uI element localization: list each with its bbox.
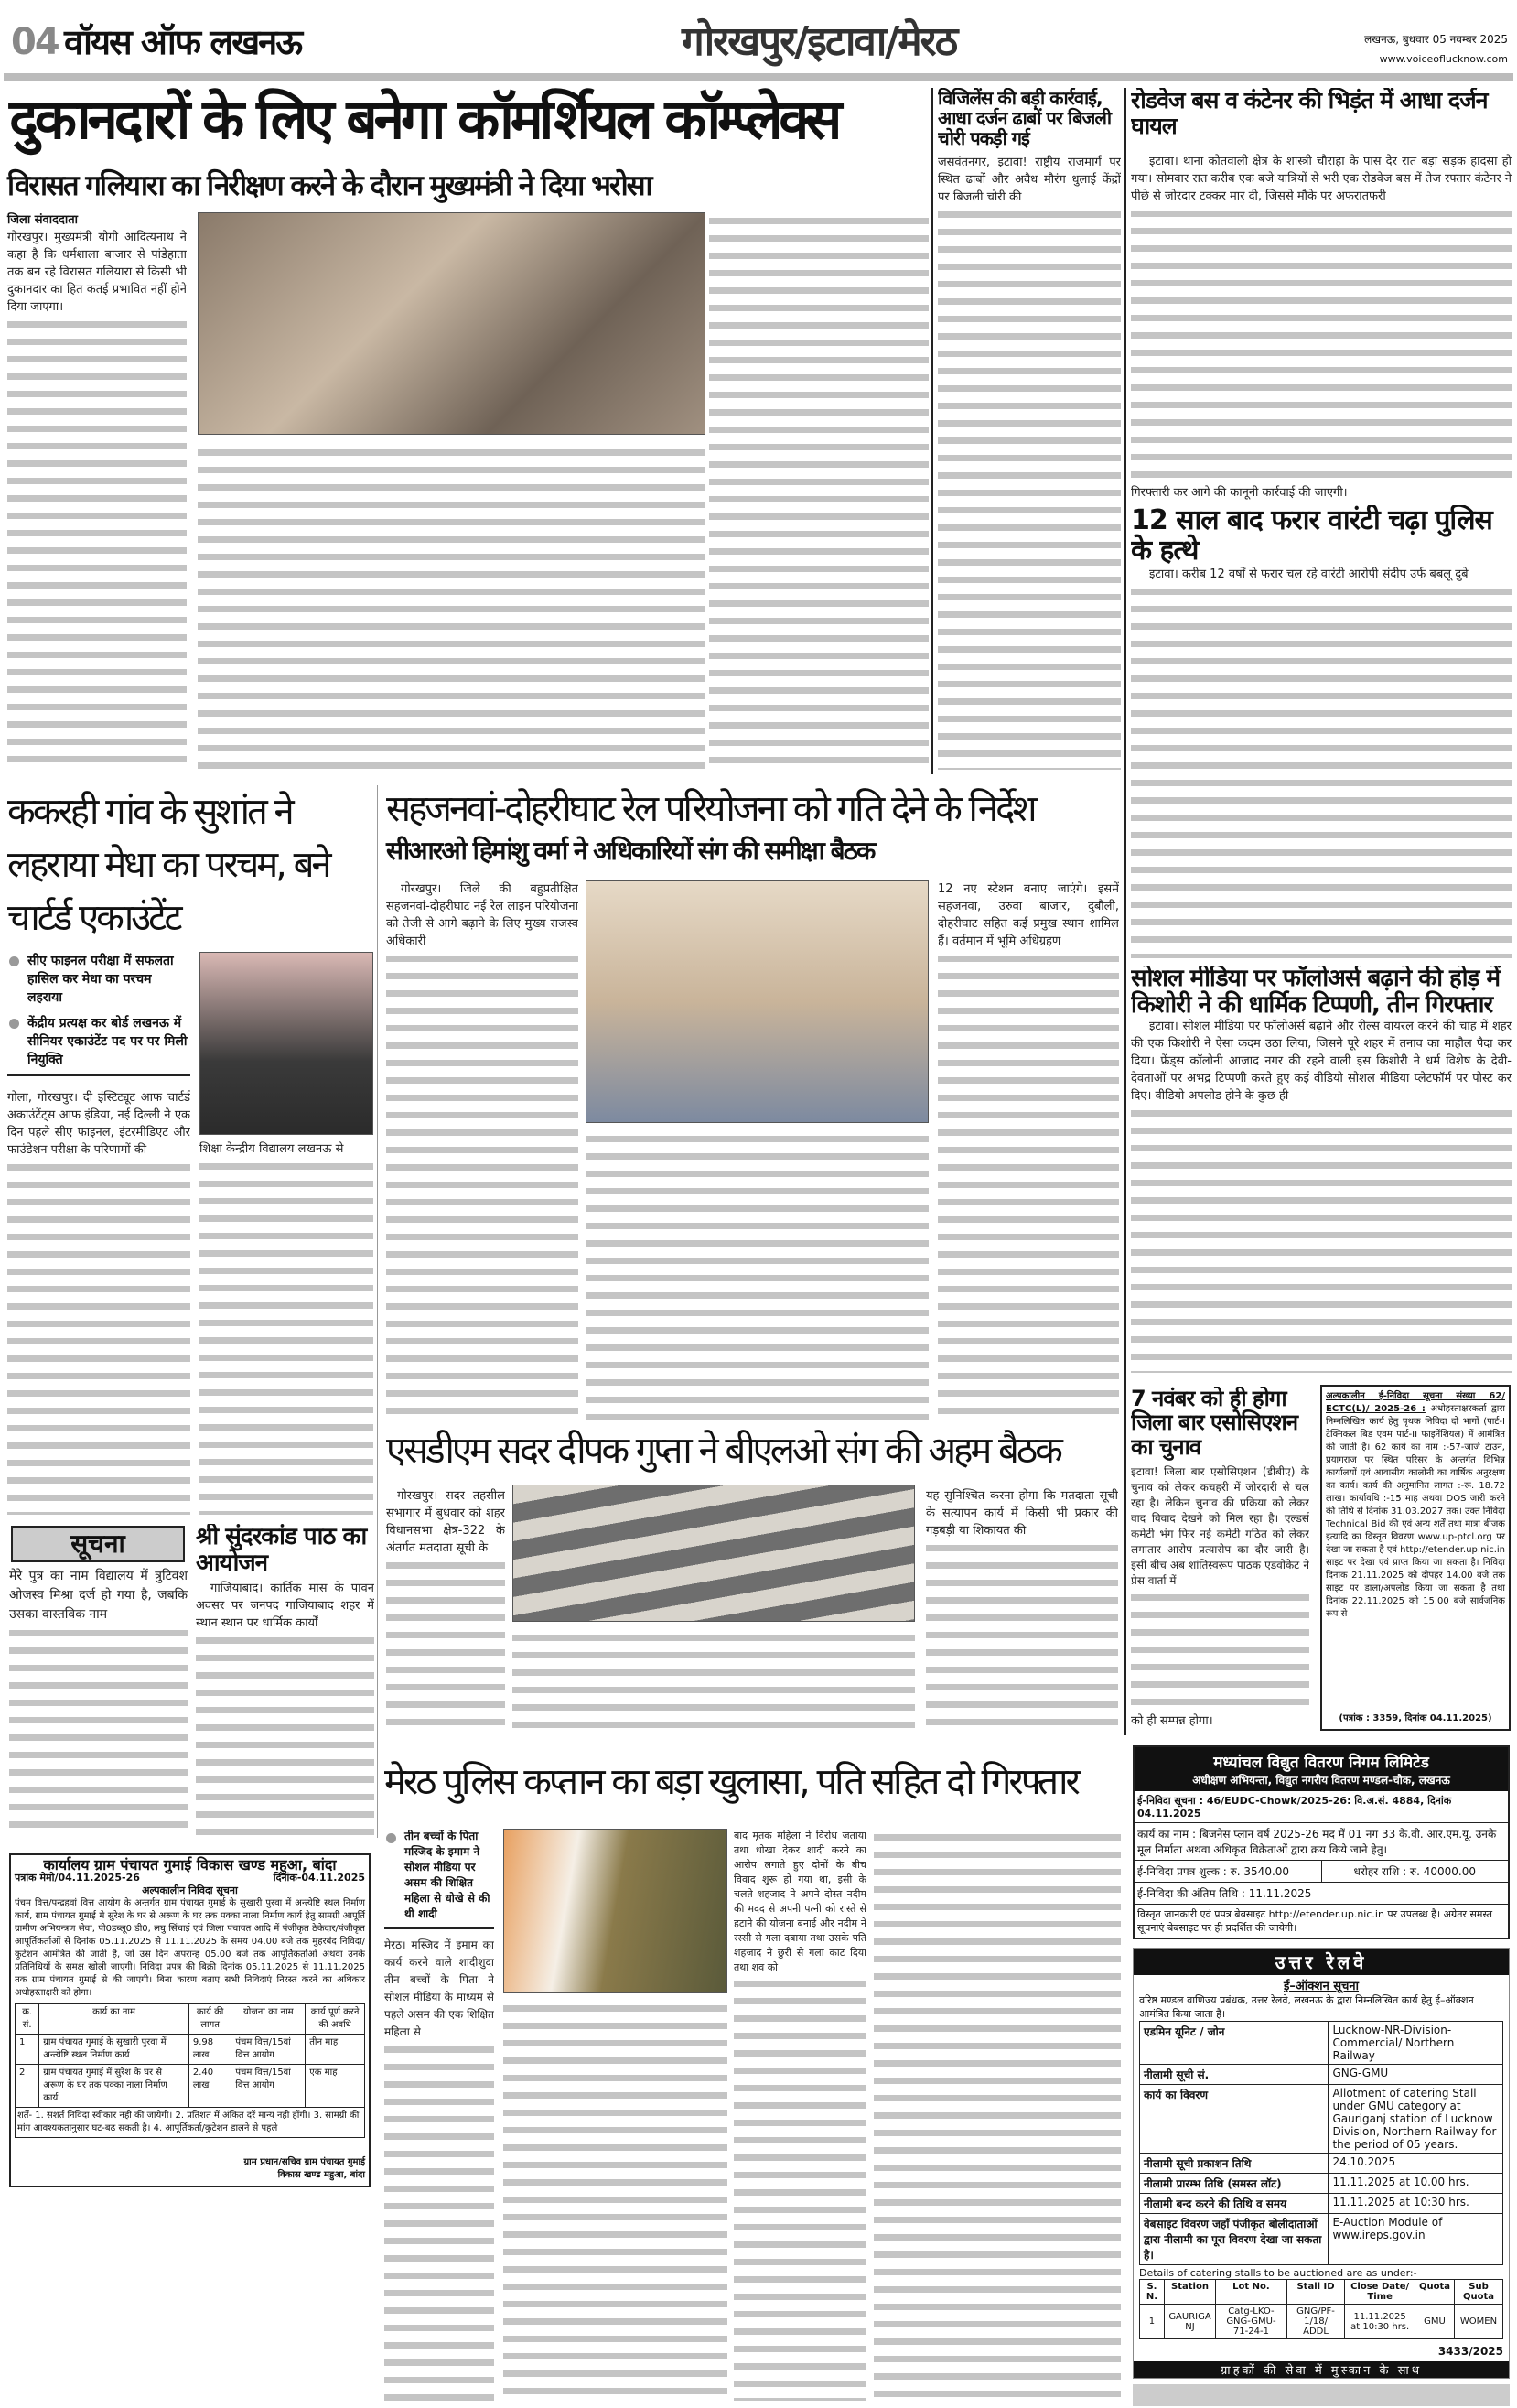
masthead bbox=[0, 0, 1517, 84]
panchayat-table-cell: ग्राम पंचायत गुमाई में सुरेश के घर से अरूण के घर तक पक्का नाला निर्माण कार्य bbox=[39, 2065, 189, 2108]
railway-stall-cell: GNG/PF-1/18/ ADDL bbox=[1286, 2305, 1345, 2339]
sdm-text bbox=[512, 1629, 915, 1734]
panchayat-table-cell: 2.40 लाख bbox=[188, 2065, 231, 2108]
roadways-end: गिरफ्तारी कर आगे की कानूनी कार्रवाई की जाएगी। bbox=[1131, 486, 1348, 500]
rail-column-1 bbox=[386, 880, 578, 1425]
rail-column-4 bbox=[938, 880, 1119, 1425]
railway-info-row bbox=[1140, 2154, 1503, 2174]
sundarkand-story bbox=[196, 1524, 374, 1835]
social-headline-2: किशोरी ने की धार्मिक टिप्पणी, तीन गिरफ्तार bbox=[1131, 990, 1493, 1019]
warrant-story bbox=[1131, 505, 1512, 958]
ca-column-2 bbox=[199, 952, 373, 1515]
panchayat-table-row bbox=[16, 2065, 365, 2108]
masthead-rule bbox=[4, 73, 1513, 81]
bar-body: इटावा! जिला बार एसोसिएशन (डीबीए) के चुनाव को लेकर कचहरी में जोरदारी से चल रहा है। लेकिन चुनाव की प्रक्रिया को लेकर वाद विवाद देखने को मिल रहा है। एल्डर्स कमेटी भंग फिर नई कमेटी गठित को लेकर लगातार आरोप प्रत्यारोप का दौर जारी है। इसी बीच अब शांतिस्वरूप पाठक एडवोकेट ने प्रेस वार्ता में bbox=[1131, 1465, 1309, 1588]
page-number: 04 bbox=[11, 21, 59, 63]
lead-text bbox=[709, 212, 929, 769]
lead-subhead: विरासत गलियारा का निरीक्षण करने के दौरान मुख्यमंत्री ने दिया भरोसा bbox=[7, 169, 651, 202]
panchayat-table-cell: एक माह bbox=[306, 2065, 365, 2108]
roadways-story bbox=[1131, 88, 1512, 502]
sdm-body: गोरखपुर। सदर तहसील सभागार में बुधवार को शहर विधानसभा क्षेत्र-322 के अंतर्गत मतदाता सूची के bbox=[386, 1489, 505, 1555]
railway-info-row bbox=[1140, 2194, 1503, 2214]
mvvnl-info: विस्तृत जानकारी एवं प्रपत्र बेबसाइट http://etender.up.nic.in पर उपलब्ध है। अग्रेतर समस्त सूचनाएं बेबसाइट पर ही प्रदर्शित की जायेगी। bbox=[1137, 1908, 1493, 1934]
warrant-body: इटावा। करीब 12 वर्षों से फरार चल रहे वारंटी आरोपी संदीप उर्फ बबलू दुबे bbox=[1149, 567, 1469, 581]
panchayat-date: दिनांक-04.11.2025 bbox=[273, 1872, 365, 1884]
panchayat-table-header: योजना का नाम bbox=[231, 2004, 306, 2035]
panchayat-table-header: कार्य का नाम bbox=[39, 2004, 189, 2035]
ca-body: गोला, गोरखपुर। दी इंस्टिट्यूट आफ चार्टर्ड अकाउंटेंट्स आफ इंडिया, नई दिल्ली ने एक दिन पहले सीए फाइनल, इंटरमीडिएट और फाउंडेशन परीक्षा के परिणामों की bbox=[7, 1091, 190, 1157]
meerut-column-4 bbox=[734, 1829, 866, 2401]
meerut-body-2: बाद मृतक महिला ने विरोध जताया तथा धोखा देकर शादी करने का आरोप लगाते हुए दोनों के बीच विवाद शुरू हो गया था, इसी के चलते शहजाद ने अपने दोस्त नदीम की मदद से अपनी पत्नी को रास्ते से हटाने की योजना बनाई और नदीम ने रस्सी से गला दबाया तथा उसके पति शहजाद ने छुरी से गला काट दिया तथा शव को bbox=[734, 1830, 866, 1973]
bar-end: को ही सम्पन्न होगा। bbox=[1131, 1714, 1213, 1728]
mvvnl-notice: ई-निविदा सूचना : 46/EUDC-Chowk/2025-26: वि.अ.सं. 4884, दिनांक 04.11.2025 bbox=[1135, 1791, 1508, 1823]
section-title: गोरखपुर/इटावा/मेरठ bbox=[682, 18, 957, 65]
railway-info-label: नीलामी प्रारम्भ तिथि (समस्त लॉट) bbox=[1140, 2174, 1329, 2194]
sundarkand-body: गाजियाबाद। कार्तिक मास के पावन अवसर पर जनपद गाजियाबाद शहर में स्थान स्थान पर धार्मिक कार्यों bbox=[196, 1582, 374, 1631]
panchayat-signature: ग्राम प्रधान/सचिव ग्राम पंचायत गुमाई विकास खण्ड महुआ, बांदा bbox=[243, 2157, 365, 2180]
social-body: इटावा। सोशल मीडिया पर फॉलोअर्स बढ़ाने और रील्स वायरल करने की चाह में शहर की एक किशोरी ने ऐसा कदम उठा लिया, जिसने पूरे शहर में तनाव का माहौल पैदा कर दिया। फ्रेंड्स कॉलोनी आजाद नगर की रहने वाली इस किशोरी ने धर्म विशेष के देवी-देवताओं पर अभद्र टिप्पणी करते हुए कई वीडियो सोशल मीडिया प्लेटफॉर्म पर पोस्ट कर दिए। वीडियो अपलोड होने के कुछ ही bbox=[1131, 1020, 1512, 1104]
suchna-body: मेरे पुत्र का नाम विद्यालय में त्रुटिवश ओजस्व मिश्रा दर्ज हो गया है, जबकि उसका वास्तविक नाम bbox=[9, 1569, 188, 1622]
railway-intro: वरिष्ठ मण्डल वाणिज्य प्रबंधक, उत्तर रेलवे, लखनऊ के द्वारा निम्नलिखित कार्य हेतु ई–ऑक्शन आमंत्रित किया जाता है। bbox=[1139, 1994, 1474, 2020]
railway-slogan: ग्राहकों की सेवा में मुस्कान के साथ bbox=[1134, 2361, 1509, 2378]
railway-stall-cell: GAURIGANJ bbox=[1164, 2305, 1215, 2339]
ca-story bbox=[7, 785, 375, 1515]
railway-info-value: GNG-GMU bbox=[1329, 2065, 1503, 2085]
mvvnl-subtitle: अधीक्षण अभियन्ता, विद्युत नगरीय वितरण मण्डल-चौक, लखनऊ bbox=[1192, 1774, 1450, 1787]
lead-text bbox=[198, 444, 705, 769]
mvvnl-title: मध्यांचल विद्युत वितरण निगम लिमिटेड bbox=[1213, 1754, 1429, 1772]
lead-byline: जिला संवाददाता bbox=[7, 213, 79, 227]
meerut-body: मेरठ। मस्जिद में इमाम का कार्य करने वाले शादीशुदा तीन बच्चों के पिता ने सोशल मीडिया के माध्यम से पहले असम की एक शिक्षित महिला से bbox=[384, 1938, 494, 2038]
ca-headline: ककरही गांव के सुशांत ने लहराया मेधा का परचम, बने चार्टर्ड एकाउंटेंट bbox=[7, 791, 329, 939]
railway-stall-header: Sub Quota bbox=[1455, 2280, 1503, 2305]
railway-stall-header: S. N. bbox=[1140, 2280, 1165, 2305]
rail-body: गोरखपुर। जिले की बहुप्रतीक्षित सहजनवां-दोहरीघाट नई रेल लाइन परियोजना को तेजी से आगे बढ़ाने के लिए मुख्य राजस्व अधिकारी bbox=[386, 882, 578, 948]
railway-info-row bbox=[1140, 2174, 1503, 2194]
panchayat-table-header: कार्य पूर्ण करने की अवधि bbox=[306, 2004, 365, 2035]
railway-stall-table bbox=[1139, 2279, 1503, 2339]
etender-footer: (पत्रांक : 3359, दिनांक 04.11.2025) bbox=[1339, 1713, 1492, 1723]
railway-info-label: एडमिन यूनिट / जोन bbox=[1140, 2022, 1329, 2065]
social-story bbox=[1131, 966, 1512, 1373]
panchayat-table bbox=[15, 2003, 365, 2108]
warrant-headline: 12 साल बाद फरार वारंटी चढ़ा पुलिस के हत्थे bbox=[1131, 505, 1492, 567]
railway-info-label: कार्य का विवरण bbox=[1140, 2085, 1329, 2154]
mvvnl-deposit: धरोहर राशि : रु. 40000.00 bbox=[1353, 1865, 1476, 1878]
roadways-headline: रोडवेज बस व कंटेनर की भिड़ंत में आधा दर्जन घायल bbox=[1131, 88, 1488, 139]
etender-notice bbox=[1320, 1385, 1511, 1731]
railway-info-row bbox=[1140, 2214, 1503, 2265]
railway-info-value: 11.11.2025 at 10.00 hrs. bbox=[1329, 2174, 1503, 2194]
lead-headline: दुकानदारों के लिए बनेगा कॉमर्शियल कॉम्प्लेक्स bbox=[9, 88, 839, 152]
ca-body-2: शिक्षा केन्द्रीय विद्यालय लखनऊ से bbox=[199, 1142, 344, 1156]
panchayat-table-row bbox=[16, 2035, 365, 2065]
railway-title: उत्तर रेलवे bbox=[1134, 1949, 1509, 1975]
railway-stall-header: Quota bbox=[1415, 2280, 1455, 2305]
vigilance-body: जसवंतनगर, इटावा! राष्ट्रीय राजमार्ग पर स्थित ढाबों और अवैध मौरंग धुलाई केंद्रों पर बिजली चोरी की bbox=[938, 156, 1121, 204]
ca-column-1 bbox=[7, 952, 190, 1515]
railway-stall-header: Stall ID bbox=[1286, 2280, 1345, 2305]
panchayat-subtitle: अल्पकालीन निविदा सूचना bbox=[142, 1884, 238, 1896]
sdm-headline: एसडीएम सदर दीपक गुप्ता ने बीएलओ संग की अहम बैठक bbox=[386, 1430, 1060, 1472]
ca-bullet: सीए फाइनल परीक्षा में सफलता हासिल कर मेधा का परचम लहराया bbox=[7, 952, 190, 1007]
railway-info-row bbox=[1140, 2065, 1503, 2085]
sdm-column-1 bbox=[386, 1487, 505, 1734]
panchayat-terms: शर्तें- 1. सशर्त निविदा स्वीकार नही की जायेगी। 2. प्रतिशत में अंकित दरें मान्य नही होंगी। 3. सामग्री की मांग आवश्यकतानुसार घट-बढ़ सकती है। 4. आपूर्तिकर्ता/कुटेशन डालने से पहले bbox=[15, 2108, 365, 2138]
railway-subtitle: ई–ऑक्शन सूचना bbox=[1284, 1980, 1359, 1993]
panchayat-table-header: कार्य की लागत bbox=[188, 2004, 231, 2035]
rail-body-2: 12 नए स्टेशन बनाए जाएंगे। इसमें सहजनवा, उरुवा बाजार, दुबौली, दोहरीघाट सहित कई प्रमुख स्थान शामिल हैं। वर्तमान में भूमि अधिग्रहण bbox=[938, 882, 1119, 948]
mvvnl-last-date: ई-निविदा की अंतिम तिथि : 11.11.2025 bbox=[1135, 1883, 1508, 1905]
railway-info-label: नीलामी बन्द करने की तिथि व समय bbox=[1140, 2194, 1329, 2214]
suchna-box: सूचना bbox=[11, 1526, 185, 1562]
panchayat-title: कार्यालय ग्राम पंचायत गुमाई विकास खण्ड महुआ, बांदा bbox=[43, 1856, 337, 1873]
rail-headline: सहजनवां-दोहरीघाट रेल परियोजना को गति देने के निर्देश bbox=[386, 788, 1035, 830]
newspaper-logo: वॉयस ऑफ लखनऊ bbox=[64, 22, 302, 62]
mvvnl-work: कार्य का नाम : बिजनेस प्लान वर्ष 2025-26 मद में 01 नग 33 के.वी. आर.एम.यू. उनके मूल निर्माता अथवा अधिकृत विक्रेताओं द्वारा क्रय किये जाने हेतु। bbox=[1135, 1823, 1508, 1861]
website: www.voiceoflucknow.com bbox=[1379, 53, 1508, 65]
meerut-headline: मेरठ पुलिस कप्तान का बड़ा खुलासा, पति सहित दो गिरफ्तार bbox=[384, 1761, 1078, 1803]
panchayat-table-cell: ग्राम पंचायत गुमाई के सुखारी पुरवा में अन्त्येष्टि स्थल निर्माण कार्य bbox=[39, 2035, 189, 2065]
railway-info-label: नीलामी सूची प्रकाशन तिथि bbox=[1140, 2154, 1329, 2174]
railway-stall-cell: Catg-LKO-GNG-GMU-71-24-1 bbox=[1216, 2305, 1287, 2339]
railway-stall-header: Close Date/ Time bbox=[1345, 2280, 1415, 2305]
meerut-bullet: तीन बच्चों के पिता मस्जिद के इमाम ने सोशल मीडिया पर असम की शिक्षित महिला से धोखे से की थी शादी bbox=[384, 1829, 494, 1929]
meerut-column-1 bbox=[384, 1829, 494, 2401]
railway-stall-cell: 11.11.2025 at 10:30 hrs. bbox=[1345, 2305, 1415, 2339]
meerut-police-photo bbox=[503, 1829, 727, 1993]
issue-date: लखनऊ, बुधवार 05 नवम्बर 2025 bbox=[1364, 33, 1508, 46]
railway-stall-header: Lot No. bbox=[1216, 2280, 1287, 2305]
meerut-text bbox=[503, 2000, 727, 2401]
panchayat-table-cell: 2 bbox=[16, 2065, 39, 2108]
mvvnl-ad bbox=[1133, 1745, 1510, 1939]
bar-headline: 7 नवंबर को ही होगा जिला बार एसोसिएशन का चुनाव bbox=[1131, 1387, 1298, 1460]
vigilance-story bbox=[938, 88, 1121, 770]
railway-stall-header: Station bbox=[1164, 2280, 1215, 2305]
rail-text bbox=[586, 1130, 929, 1425]
etender-body: अधोहस्ताक्षरकर्ता द्वारा निम्नलिखित कार्य हेतु पृथक निविदा दो भागों (पार्ट-I टेक्निकल बिड एवम पार्ट-II फाइनेंशियल) में आमंत्रित की जाती है। 62 कार्य का नाम :-57-जार्ज टाउन, प्रयागराज पर स्थित परिसर के अन्तर्गत विभिन्न कार्यालयों एवं आवासीय कालोनी का वार्षिक अनुरक्षण का कार्य। कार्य की अनुमानित लागत :-रू. 18.72 लाख। कार्यावधि :-15 माह अथवा DOS जारी करने की तिथि से दिनांक 31.03.2027 तक। उक्त निविदा Technical Bid की एवं अन्य शर्तें तथा मात्रा बीजक इत्यादि का विस्तृत विवरण www.up-ptcl.org पर देखा जा सकता है एवं http://etender.up.nic.in साइट पर देखा एवं प्राप्त किया जा सकता है। निविदा दिनांक 21.11.2025 को दोपहर 14.00 बजे तक साइट पर डाला/अपलोड किया जा सकता है तथा दिनांक 22.11.2025 को 15.00 बजे सार्वजनिक रूप से bbox=[1326, 1404, 1505, 1619]
panchayat-table-cell: पंचम वित्त/15वां वित्त आयोग bbox=[231, 2035, 306, 2065]
railway-ad bbox=[1133, 1948, 1510, 2379]
railway-details-label: Details of catering stalls to be auctioned are as under:- bbox=[1139, 2267, 1417, 2279]
lead-body: गोरखपुर। मुख्यमंत्री योगी आदित्यनाथ ने कहा है कि धर्मशाला बाजार से पांडेहाता तक बन रहे विरासत गलियारा से किसी भी दुकानदार का हित कतई प्रभावित नहीं होने दिया जाएगा। bbox=[7, 231, 187, 314]
panchayat-table-header: क्र. सं. bbox=[16, 2004, 39, 2035]
sundarkand-headline: श्री सुंदरकांड पाठ का आयोजन bbox=[196, 1524, 367, 1577]
railway-info-value: 24.10.2025 bbox=[1329, 2154, 1503, 2174]
meerut-text bbox=[874, 1829, 1121, 2401]
ca-photo bbox=[199, 952, 373, 1135]
railway-info-value: E-Auction Module of www.ireps.gov.in bbox=[1329, 2214, 1503, 2265]
sdm-column-4 bbox=[926, 1487, 1118, 1734]
rail-meeting-photo bbox=[586, 880, 929, 1123]
roadways-body: इटावा। थाना कोतवाली क्षेत्र के शास्त्री चौराहा के पास देर रात बड़ा सड़क हादसा हो गया। सोमवार रात करीब एक बजे यात्रियों से भरी एक रोडवेज बस में तेज रफ्तार कंटेनर ने पीछे से जोरदार टक्कर मार दी, जिससे मौके पर अफरातफरी bbox=[1131, 155, 1512, 203]
railway-info-value: Lucknow-NR-Division-Commercial/ Northern Railway bbox=[1329, 2022, 1503, 2065]
railway-info-value: 11.11.2025 at 10:30 hrs. bbox=[1329, 2194, 1503, 2214]
panchayat-table-cell: तीन माह bbox=[306, 2035, 365, 2065]
sdm-meeting-photo bbox=[512, 1485, 915, 1622]
panchayat-body: पंचम वित्त/पन्द्रहवां वित्त आयोग के अन्तर्गत ग्राम पंचायत गुमाई के सुखारी पुरवा में अन्त्येष्टि स्थल निर्माण कार्य, ग्राम पंचायत गुमाई मे सुरेश के घर से अरूण के घर तक पक्का नाला निर्माण कार्य हेतु सामग्री आपूर्ति ग्रामीण अभियन्त्रण सेवा, पी0डब्लू0 डी0, लघु सिंचाई एवं जिला पंचायत आदि में पंजीकृत ठेकेदार/पंजीकृत आपूर्तिकर्ताओं से दिनांक 05.11.2025 से 11.11.2025 के समय 04.00 बजे तक मुहरबंद निविदा/कुटेशन आमंत्रित की जाती है, जो उस दिन अपरान्ह 05.00 बजे तक आपूर्तिकर्ताओं अथवा उनके प्रतिनिधियों के समक्ष खोली जाएगी। निविदा प्रपत्र की बिक्री दिनांक 05.11.2025 से 11.11.2025 तक ग्राम पंचायत गुमाई से की जाएगी। बिना कारण बताए सभी निविदाएं निरस्त करने का अधिकार अधोहस्ताक्षरी को होगा। bbox=[15, 1898, 365, 1998]
railway-ad-wrapper bbox=[1133, 1948, 1510, 2406]
panchayat-table-cell: 1 bbox=[16, 2035, 39, 2065]
lead-photo bbox=[198, 212, 705, 435]
panchayat-ref: पत्रांक मेमो/04.11.2025-26 bbox=[15, 1872, 140, 1884]
railway-info-table bbox=[1139, 2021, 1503, 2265]
railway-stall-cell: 1 bbox=[1140, 2305, 1165, 2339]
railway-stall-cell: GMU bbox=[1415, 2305, 1455, 2339]
panchayat-notice bbox=[9, 1853, 371, 2187]
railway-info-row bbox=[1140, 2022, 1503, 2065]
railway-stall-cell: WOMEN bbox=[1455, 2305, 1503, 2339]
railway-info-value: Allotment of catering Stall under GMU category at Gauriganj station of Lucknow Division, Northern Railway for the period of 05 years. bbox=[1329, 2085, 1503, 2154]
vigilance-headline: विजिलेंस की बड़ी कार्रवाई, आधा दर्जन ढाबों पर बिजली चोरी पकड़ी गई bbox=[938, 88, 1112, 149]
railway-ref: 3433/2025 bbox=[1437, 2345, 1503, 2358]
railway-info-label: वेबसाइट विवरण जहाँ पंजीकृत बोलीदाताओं द्वारा नीलामी का पूरा विवरण देखा जा सकता है। bbox=[1140, 2214, 1329, 2265]
railway-info-row bbox=[1140, 2085, 1503, 2154]
panchayat-table-cell: पंचम वित्त/15वां वित्त आयोग bbox=[231, 2065, 306, 2108]
etender-title: अल्पकालीन ई-निविदा सूचना संख्या 62/ ECTC(L)/ 2025-26 : bbox=[1326, 1391, 1505, 1414]
ca-bullet: केंद्रीय प्रत्यक्ष कर बोर्ड लखनऊ में सीनियर एकाउंटेंट पद पर पर मिली नियुक्ति bbox=[7, 1014, 190, 1076]
sdm-body-2: यह सुनिश्चित करना होगा कि मतदाता सूची के सत्यापन कार्य में किसी भी प्रकार की गड़बड़ी या शिकायत की bbox=[926, 1489, 1118, 1538]
railway-info-label: नीलामी सूची सं. bbox=[1140, 2065, 1329, 2085]
social-headline-1: सोशल मीडिया पर फॉलोअर्स बढ़ाने की होड़ में bbox=[1131, 966, 1501, 992]
panchayat-table-cell: 9.98 लाख bbox=[188, 2035, 231, 2065]
suchna-notice bbox=[9, 1567, 188, 1837]
lead-column-1 bbox=[7, 229, 187, 769]
bottom-rule bbox=[1133, 2384, 1510, 2406]
bar-story bbox=[1131, 1387, 1309, 1730]
rail-subhead: सीआरओ हिमांशु वर्मा ने अधिकारियों संग की समीक्षा बैठक bbox=[386, 836, 875, 866]
mvvnl-fee: ई-निविदा प्रपत्र शुल्क : रु. 3540.00 bbox=[1135, 1861, 1322, 1882]
